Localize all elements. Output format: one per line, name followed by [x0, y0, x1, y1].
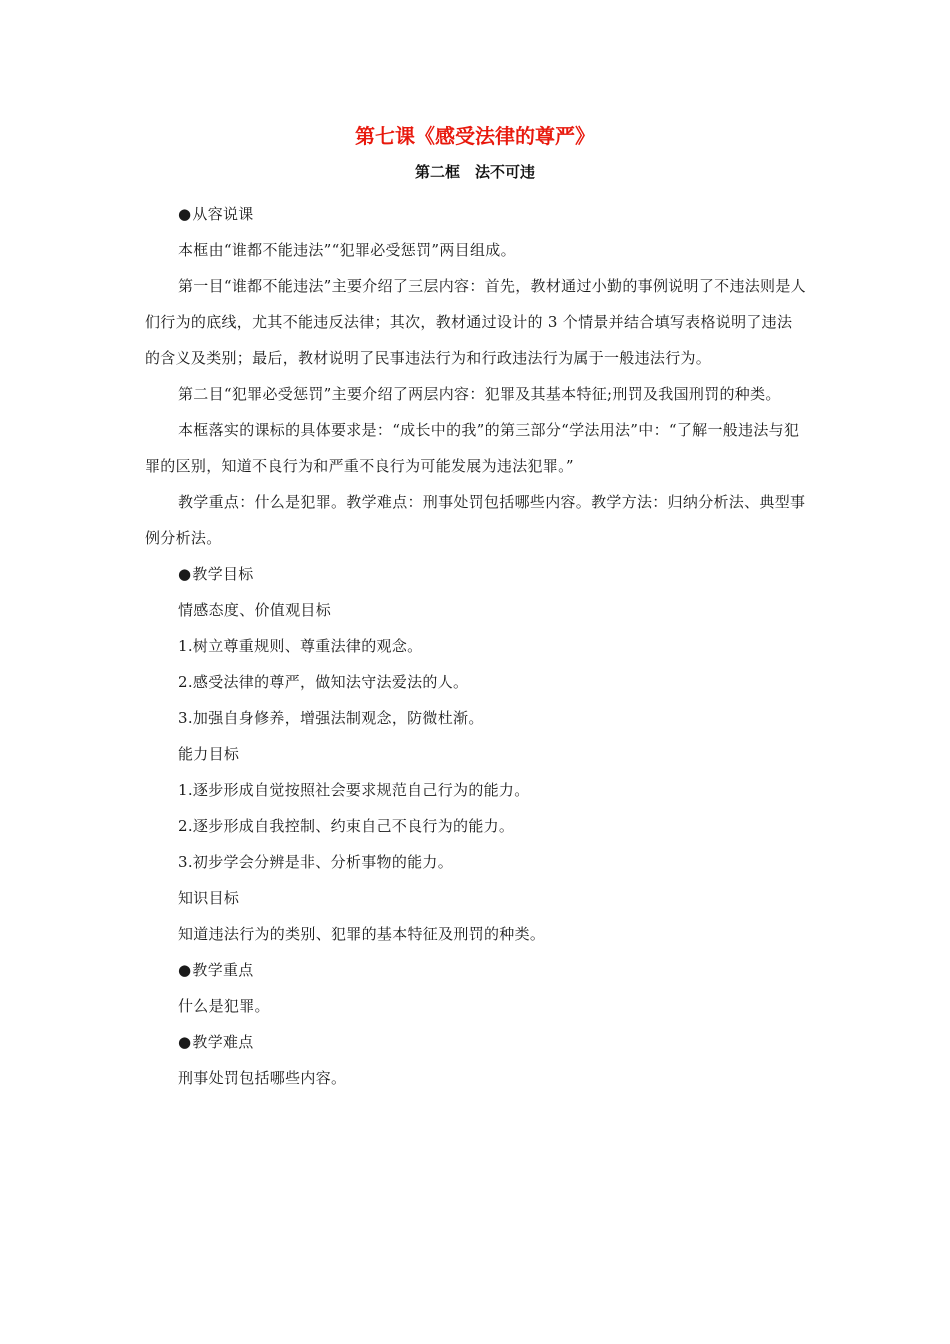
section-heading-difficulty: ● 教学难点 [145, 1024, 807, 1060]
list-item: 1.逐步形成自觉按照社会要求规范自己行为的能力。 [178, 781, 530, 799]
paragraph: 本框由“谁都不能违法”“犯罪必受惩罚”两目组成。 [178, 241, 516, 259]
list-item: 2.逐步形成自我控制、约束自己不良行为的能力。 [178, 817, 515, 835]
list-item: 3.加强自身修养，增强法制观念，防微杜渐。 [178, 709, 484, 727]
paragraph: 第二目“犯罪必受惩罚”主要介绍了两层内容：犯罪及其基本特征;刑罚及我国刑罚的种类。 [178, 385, 781, 403]
section-heading-intro: ● 从容说课 [145, 196, 807, 232]
subheading-knowledge: 知识目标 [178, 889, 240, 907]
list-item: 1.树立尊重规则、尊重法律的观念。 [178, 637, 423, 655]
subheading-emotion: 情感态度、价值观目标 [178, 601, 332, 619]
paragraph: 知道违法行为的类别、犯罪的基本特征及刑罚的种类。 [178, 925, 546, 943]
page-title: 第七课《感受法律的尊严》 [355, 124, 595, 148]
document-body [145, 196, 807, 1096]
paragraph: 什么是犯罪。 [178, 997, 270, 1015]
paragraph: 教学重点：什么是犯罪。教学难点：刑事处罚包括哪些内容。教学方法：归纳分析法、典型事例分析法。 [145, 493, 806, 547]
section-heading-key: ● 教学重点 [145, 952, 807, 988]
paragraph: 第一目“谁都不能违法”主要介绍了三层内容：首先，教材通过小勤的事例说明了不违法则是人们行为的底线，尤其不能违反法律；其次，教材通过设计的 3 个情景并结合填写表格说明了违法的含义及类别；最后，教材说明了民事违法行为和行政违法行为属于一般违法行为。 [145, 277, 806, 367]
subheading-ability: 能力目标 [178, 745, 240, 763]
list-item: 3.初步学会分辨是非、分析事物的能力。 [178, 853, 454, 871]
list-item: 2.感受法律的尊严，做知法守法爱法的人。 [178, 673, 469, 691]
paragraph: 本框落实的课标的具体要求是：“成长中的我”的第三部分“学法用法”中：“了解一般违法与犯罪的区别，知道不良行为和严重不良行为可能发展为违法犯罪。” [145, 421, 800, 475]
section-heading-goals: ● 教学目标 [145, 556, 807, 592]
page-subtitle: 第二框 法不可违 [414, 163, 535, 181]
paragraph: 刑事处罚包括哪些内容。 [178, 1069, 347, 1087]
